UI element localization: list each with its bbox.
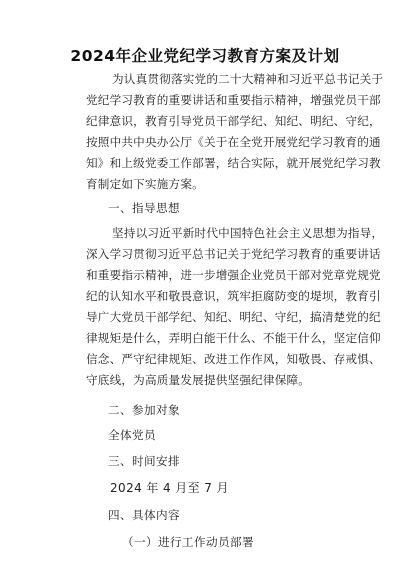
intro-line: 育制定如下实施方案。 bbox=[86, 177, 204, 191]
guiding-thought-line: 纪的认知水平和敬畏意识，筑牢拒腐防变的堤坝，教育引 bbox=[86, 289, 381, 303]
guiding-thought-line: 导广大党员干部学纪、知纪、明纪、守纪，搞清楚党的纪 bbox=[86, 310, 381, 324]
intro-line: 纪律意识，教育引导党员干部学纪、知纪、明纪、守纪， bbox=[86, 114, 381, 128]
document-title: 2024年企业党纪学习教育方案及计划 bbox=[70, 47, 340, 65]
guiding-thought-line: 守底线，为高质量发展提供坚强纪律保障。 bbox=[86, 373, 311, 387]
intro-line: 按照中共中央办公厅《关于在全党开展党纪学习教育的通 bbox=[86, 135, 381, 149]
specific-content-item: （一）进行工作动员部署 bbox=[122, 535, 254, 549]
intro-line: 党纪学习教育的重要讲话和重要指示精神，增强党员干部 bbox=[86, 93, 381, 107]
guiding-thought-line: 律规矩是什么，弄明白能干什么、不能干什么，坚定信仰 bbox=[86, 331, 381, 345]
guiding-thought-line: 和重要指示精神，进一步增强企业党员干部对党章党规党 bbox=[86, 268, 381, 282]
guiding-thought-line: 坚持以习近平新时代中国特色社会主义思想为指导， bbox=[112, 226, 384, 240]
section-heading-schedule: 三、时间安排 bbox=[108, 454, 180, 468]
section-heading-participants: 二、参加对象 bbox=[108, 403, 180, 417]
section-heading-specific-content: 四、具体内容 bbox=[108, 508, 180, 522]
participants-content: 全体党员 bbox=[108, 428, 156, 442]
intro-line: 为认真贯彻落实党的二十大精神和习近平总书记关于 bbox=[112, 72, 384, 86]
schedule-content: 2024 年 4 月至 7 月 bbox=[110, 481, 229, 495]
intro-line: 知》和上级党委工作部署，结合实际，就开展党纪学习教 bbox=[86, 156, 381, 170]
section-heading-guiding-thought: 一、指导思想 bbox=[108, 201, 180, 215]
guiding-thought-line: 深入学习贯彻习近平总书记关于党纪学习教育的重要讲话 bbox=[86, 247, 381, 261]
guiding-thought-line: 信念、严守纪律规矩、改进工作作风，知敬畏、存戒惧、 bbox=[86, 352, 381, 366]
